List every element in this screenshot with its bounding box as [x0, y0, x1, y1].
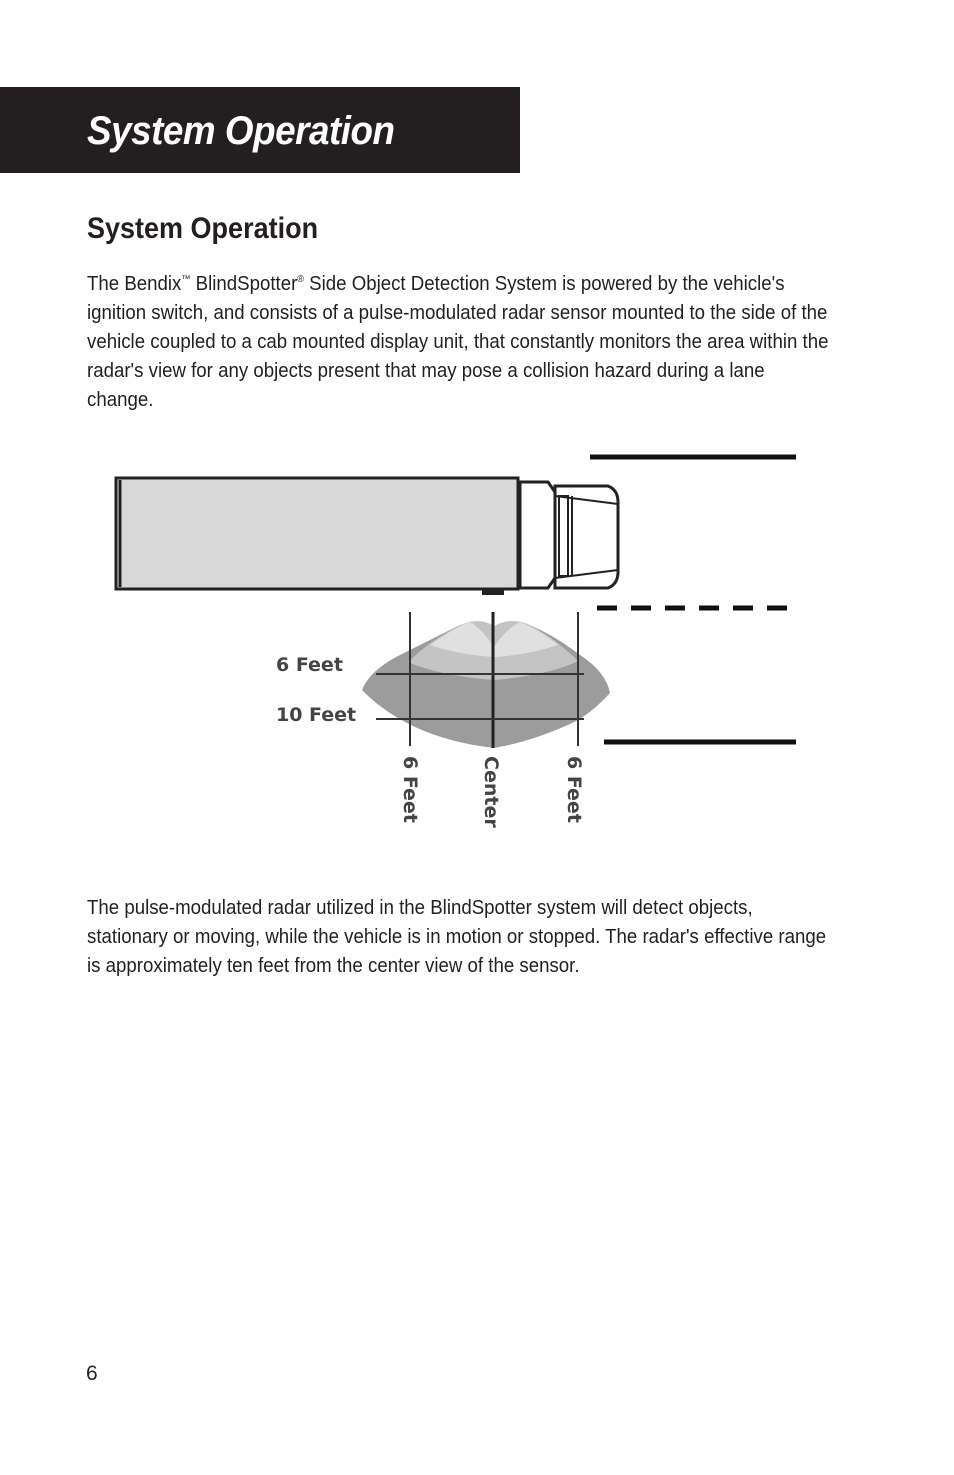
- lateral-label-center: Center: [480, 756, 502, 828]
- radar-coverage-zone: [362, 621, 610, 748]
- radar-coverage-diagram: [100, 440, 820, 850]
- range-label-6ft: 6 Feet: [276, 654, 343, 676]
- lateral-label-left: 6 Feet: [399, 756, 421, 823]
- truck-icon: [116, 478, 618, 595]
- banner-title: System Operation: [87, 109, 395, 153]
- page-number: 6: [86, 1362, 98, 1385]
- range-label-10ft: 10 Feet: [276, 704, 357, 726]
- intro-product: BlindSpotter: [190, 272, 298, 295]
- header-banner: [0, 87, 520, 173]
- intro-text: Side Object Detection System is powered by the vehicle's ignition switch, and consists of a pulse-modulated radar sensor mounted to the side of the vehicle coupled to a cab mounted display unit, that constantly monitors the area within the radar's view for any objects present that may pose a collision hazard during a lane change.: [87, 272, 829, 411]
- registered-symbol: ®: [297, 274, 304, 285]
- section-heading: System Operation: [87, 212, 319, 245]
- intro-brand: The Bendix: [87, 272, 182, 295]
- lateral-label-right: 6 Feet: [563, 756, 585, 823]
- trademark-symbol: ™: [181, 274, 191, 285]
- body-paragraph: The pulse-modulated radar utilized in the BlindSpotter system will detect objects, stationary or moving, while the vehicle is in motion or stopped. The radar's effective range is approximately ten feet from the center view of the sensor.: [87, 896, 827, 977]
- intro-paragraph: [87, 269, 833, 414]
